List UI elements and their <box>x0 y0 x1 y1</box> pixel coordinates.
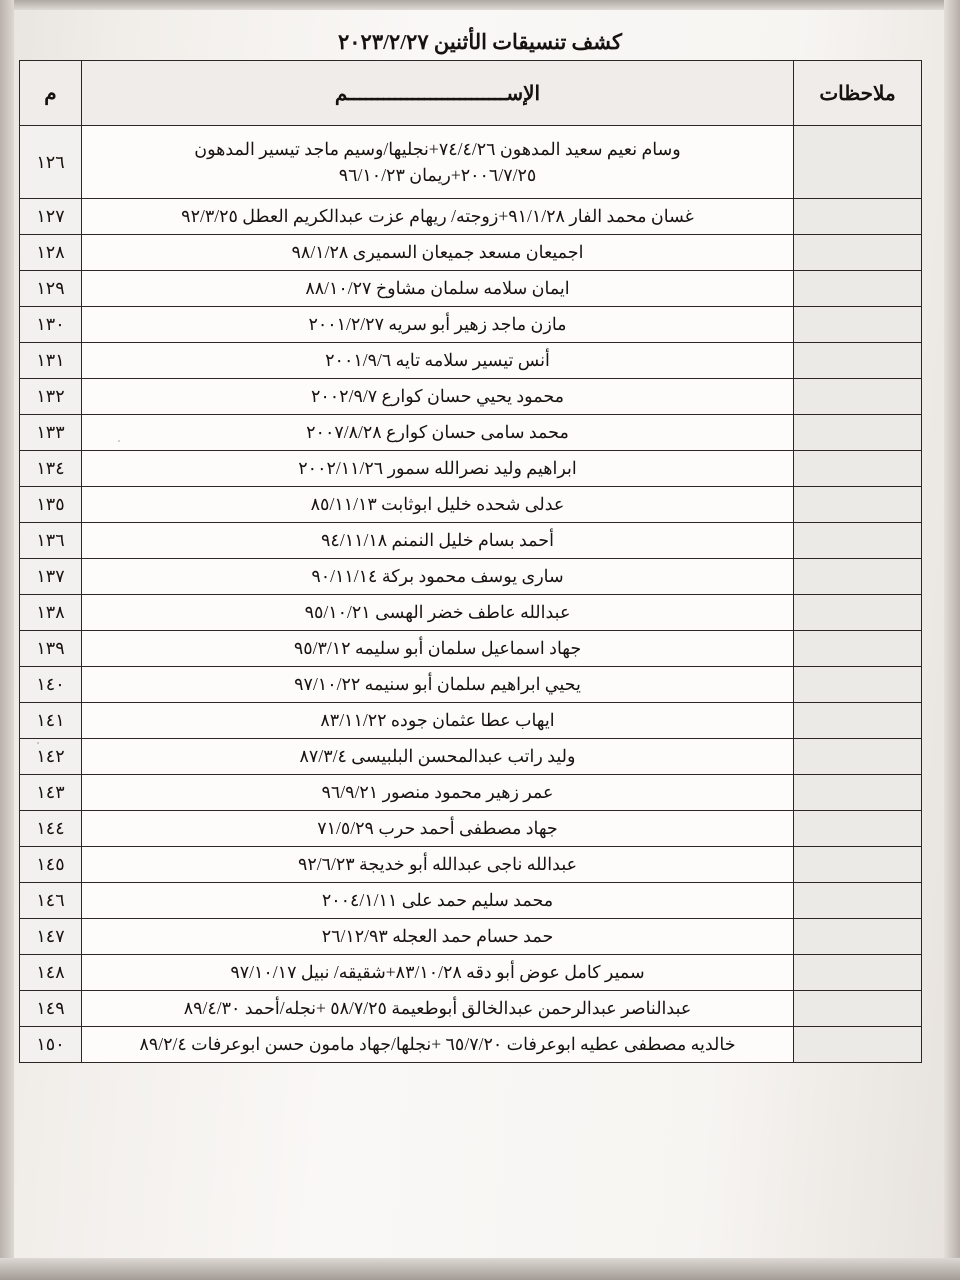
table-row <box>20 415 922 451</box>
cell-name <box>82 451 794 487</box>
cell-notes <box>794 235 922 271</box>
name-line: ابراهيم وليد نصرالله سمور ٢٠٠٢/١١/٢٦ <box>298 458 577 479</box>
cell-name <box>82 271 794 307</box>
cell-number: ١٣٩ <box>20 631 82 667</box>
cell-number: ١٣٦ <box>20 523 82 559</box>
table-header <box>20 61 922 126</box>
cell-number: ١٣٥ <box>20 487 82 523</box>
cell-notes <box>794 991 922 1027</box>
cell-notes <box>794 703 922 739</box>
table-row <box>20 703 922 739</box>
table-row <box>20 847 922 883</box>
cell-name <box>82 307 794 343</box>
cell-name <box>82 199 794 235</box>
table-row <box>20 487 922 523</box>
cell-name <box>82 919 794 955</box>
cell-notes <box>794 775 922 811</box>
name-line: محمود يحيي حسان كوارع ٢٠٠٢/٩/٧ <box>310 386 565 407</box>
name-line: عمر زهير محمود منصور ٩٦/٩/٢١ <box>321 782 554 803</box>
cell-number: ١٤٣ <box>20 775 82 811</box>
cell-number: ١٤٧ <box>20 919 82 955</box>
cell-notes <box>794 199 922 235</box>
cell-notes <box>794 595 922 631</box>
cell-number: ١٤١ <box>20 703 82 739</box>
name-line: اجميعان مسعد جميعان السميرى ٩٨/١/٢٨ <box>291 242 584 263</box>
cell-name <box>82 847 794 883</box>
name-line: عبدالله ناجى عبدالله أبو خديجة ٩٢/٦/٢٣ <box>297 854 578 875</box>
coordination-table <box>19 60 922 1063</box>
cell-notes <box>794 847 922 883</box>
name-line: خالديه مصطفى عطيه ابوعرفات ٦٥/٧/٢٠ +نجلها/جهاد مامون حسن ابوعرفات ٨٩/٢/٤ <box>139 1034 736 1055</box>
table-row <box>20 811 922 847</box>
cell-number: ١٢٧ <box>20 199 82 235</box>
page-edge-top <box>0 0 960 10</box>
cell-name <box>82 883 794 919</box>
table-row <box>20 343 922 379</box>
cell-name <box>82 991 794 1027</box>
name-line: سمير كامل عوض أبو دقه ٨٣/١٠/٢٨+شقيقه/ نبيل ٩٧/١٠/١٧ <box>230 962 645 983</box>
table-body <box>20 126 922 1063</box>
cell-notes <box>794 523 922 559</box>
cell-name <box>82 379 794 415</box>
table-row <box>20 631 922 667</box>
name-line: عبدالله عاطف خضر الهسى ٩٥/١٠/٢١ <box>304 602 571 623</box>
cell-number: ١٤٨ <box>20 955 82 991</box>
table-row <box>20 1027 922 1063</box>
cell-notes <box>794 415 922 451</box>
name-line: يحيي ابراهيم سلمان أبو سنيمه ٩٧/١٠/٢٢ <box>294 674 581 695</box>
cell-number: ١٤٤ <box>20 811 82 847</box>
table-row <box>20 379 922 415</box>
column-header-num: م <box>20 61 82 126</box>
cell-name <box>82 343 794 379</box>
cell-notes <box>794 1027 922 1063</box>
name-line: حمد حسام حمد العجله ٢٦/١٢/٩٣ <box>321 926 554 947</box>
cell-name <box>82 415 794 451</box>
cell-name <box>82 739 794 775</box>
table-row <box>20 595 922 631</box>
coordination-table-wrapper <box>20 60 922 1063</box>
table-row <box>20 667 922 703</box>
table-row <box>20 451 922 487</box>
cell-name <box>82 1027 794 1063</box>
cell-name <box>82 667 794 703</box>
name-line: ايهاب عطا عثمان جوده ٨٣/١١/٢٢ <box>320 710 555 731</box>
cell-name <box>82 811 794 847</box>
column-header-name: الإســـــــــــــــــــــــــــم <box>82 61 794 126</box>
cell-notes <box>794 739 922 775</box>
table-row <box>20 883 922 919</box>
cell-number: ١٢٩ <box>20 271 82 307</box>
cell-name <box>82 487 794 523</box>
cell-number: ١٤٠ <box>20 667 82 703</box>
cell-notes <box>794 631 922 667</box>
cell-name <box>82 235 794 271</box>
name-line: جهاد اسماعيل سلمان أبو سليمه ٩٥/٣/١٢ <box>293 638 582 659</box>
cell-number: ١٤٦ <box>20 883 82 919</box>
cell-number: ١٣١ <box>20 343 82 379</box>
name-line: جهاد مصطفى أحمد حرب ٧١/٥/٢٩ <box>317 818 558 839</box>
cell-number: ١٤٩ <box>20 991 82 1027</box>
cell-number: ١٢٨ <box>20 235 82 271</box>
cell-number: ١٣٧ <box>20 559 82 595</box>
cell-name <box>82 631 794 667</box>
name-line: أنس تيسير سلامه تايه ٢٠٠١/٩/٦ <box>325 350 550 371</box>
name-line: مازن ماجد زهير أبو سريه ٢٠٠١/٢/٢٧ <box>308 314 567 335</box>
cell-notes <box>794 667 922 703</box>
cell-notes <box>794 271 922 307</box>
page-title: كشف تنسيقات الأثنين ٢٠٢٣/٢/٢٧ <box>337 30 623 54</box>
cell-number: ١٣٨ <box>20 595 82 631</box>
name-line: محمد سامى حسان كوارع ٢٠٠٧/٨/٢٨ <box>306 422 569 443</box>
cell-notes <box>794 343 922 379</box>
name-line: وليد راتب عبدالمحسن البلبيسى ٨٧/٣/٤ <box>299 746 576 767</box>
name-line: عبدالناصر عبدالرحمن عبدالخالق أبوطعيمة ٥٨/٧/٢٥ +نجله/أحمد ٨٩/٤/٣٠ <box>183 998 692 1019</box>
table-row <box>20 271 922 307</box>
cell-number: ١٥٠ <box>20 1027 82 1063</box>
name-line: عدلى شحده خليل ابوثابت ٨٥/١١/١٣ <box>310 494 565 515</box>
cell-number: ١٣٤ <box>20 451 82 487</box>
table-header-row <box>20 61 922 126</box>
page-edge-left <box>0 0 14 1280</box>
table-row <box>20 955 922 991</box>
name-line: أحمد بسام خليل النمنم ٩٤/١١/١٨ <box>321 530 554 551</box>
scan-speck <box>118 440 120 442</box>
cell-number: ١٣٢ <box>20 379 82 415</box>
table-row <box>20 235 922 271</box>
table-row <box>20 199 922 235</box>
cell-notes <box>794 307 922 343</box>
cell-notes <box>794 559 922 595</box>
table-row <box>20 307 922 343</box>
scan-speck <box>37 742 39 744</box>
cell-name <box>82 955 794 991</box>
cell-name <box>82 703 794 739</box>
table-row <box>20 126 922 199</box>
cell-name <box>82 126 794 199</box>
cell-notes <box>794 126 922 199</box>
column-header-notes: ملاحظات <box>794 61 922 126</box>
cell-notes <box>794 811 922 847</box>
cell-number: ١٢٦ <box>20 126 82 199</box>
table-row <box>20 919 922 955</box>
table-row <box>20 523 922 559</box>
cell-number: ١٣٠ <box>20 307 82 343</box>
cell-name <box>82 775 794 811</box>
name-line: ايمان سلامه سلمان مشاوخ ٨٨/١٠/٢٧ <box>305 278 570 299</box>
cell-name <box>82 523 794 559</box>
name-line: غسان محمد الفار ٩١/١/٢٨+زوجته/ ريهام عزت عبدالكريم العطل ٩٢/٣/٢٥ <box>181 206 694 227</box>
cell-number: ١٤٥ <box>20 847 82 883</box>
cell-notes <box>794 955 922 991</box>
name-line: ٢٠٠٦/٧/٢٥+ريمان ٩٦/١٠/٢٣ <box>338 165 537 185</box>
table-row <box>20 739 922 775</box>
cell-notes <box>794 451 922 487</box>
page-edge-right <box>944 0 960 1280</box>
table-row <box>20 559 922 595</box>
name-line: وسام نعيم سعيد المدهون ٧٤/٤/٢٦+نجليها/وسيم ماجد تيسير المدهون <box>194 138 681 159</box>
cell-notes <box>794 379 922 415</box>
name-line: محمد سليم حمد على ٢٠٠٤/١/١١ <box>321 890 554 911</box>
cell-number: ١٣٣ <box>20 415 82 451</box>
page-edge-bottom <box>0 1258 960 1280</box>
cell-name <box>82 559 794 595</box>
cell-notes <box>794 883 922 919</box>
cell-name <box>82 595 794 631</box>
cell-notes <box>794 487 922 523</box>
cell-number: ١٤٢ <box>20 739 82 775</box>
table-row <box>20 991 922 1027</box>
name-line: سارى يوسف محمود بركة ٩٠/١١/١٤ <box>311 566 564 587</box>
cell-notes <box>794 919 922 955</box>
table-row <box>20 775 922 811</box>
